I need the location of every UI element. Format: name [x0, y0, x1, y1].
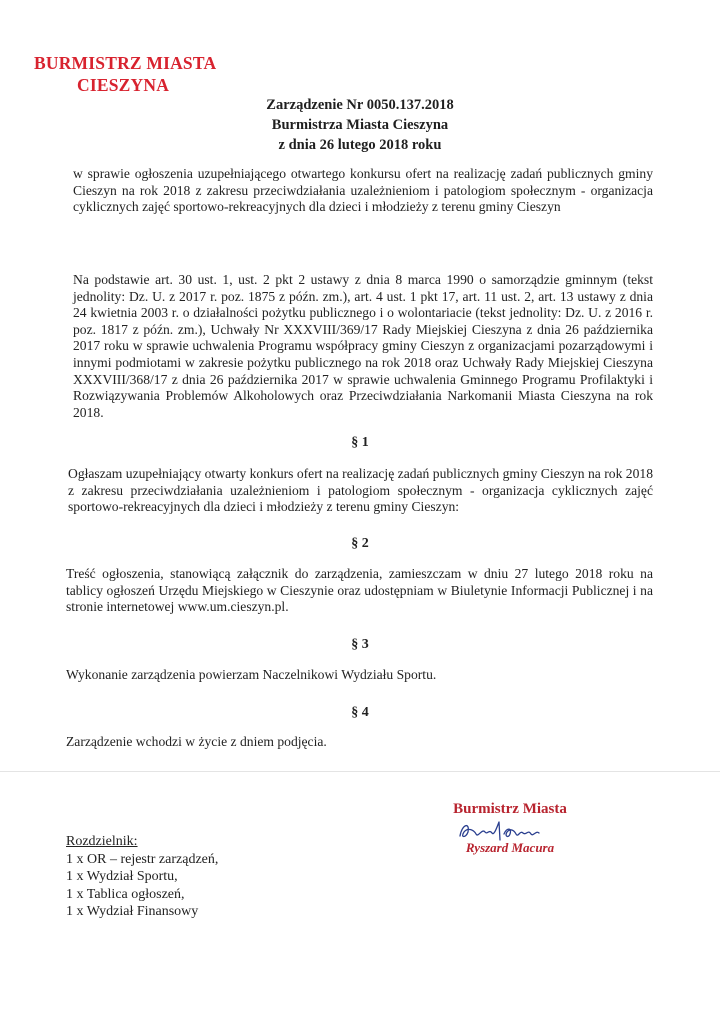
distribution-item: 1 x Tablica ogłoszeń,: [66, 886, 185, 902]
distribution-title: Rozdzielnik:: [66, 834, 138, 849]
section-text-1: Ogłaszam uzupełniający otwarty konkurs ofert na realizację zadań publicznych gminy Cieszyn na rok 2018 z zakresu przeciwdziałania uzależnieniom i patologiom społecznym - organizacja cyklicznych zajęć sportowo-rekreacyjnych dla dzieci i młodzieży z terenu gminy Cieszyn:: [68, 466, 653, 515]
signature-stamp-name: Ryszard Macura: [465, 840, 555, 855]
document-header: [150, 95, 570, 155]
page-divider: [0, 771, 720, 772]
section-mark-1: § 1: [351, 435, 369, 450]
handwritten-signature: [452, 818, 572, 844]
stamp-line-1: BURMISTRZ MIASTA: [34, 53, 217, 73]
subject-paragraph: w sprawie ogłoszenia uzupełniającego otwartego konkursu ofert na realizację zadań publicznych gminy Cieszyn na rok 2018 z zakresu przeciwdziałania uzależnieniom i patologiom społecznym - organizacja cyklicznych zajęć sportowo-rekreacyjnych dla dzieci i młodzieży z terenu gminy Cieszyn: [73, 166, 653, 215]
mayor-header-stamp: [34, 52, 224, 96]
document-issuer: Burmistrza Miasta Cieszyna: [271, 117, 449, 133]
distribution-item: 1 x Wydział Sportu,: [66, 869, 178, 884]
legal-basis-paragraph: Na podstawie art. 30 ust. 1, ust. 2 pkt 2 ustawy z dnia 8 marca 1990 o samorządzie gminnym (tekst jednolity: Dz. U. z 2017 r. poz. 1875 z późn. zm.), art. 4 ust. 1 pkt 17, art. 11 ust. 2, art. 13 ustawy z dnia 24 kwietnia 2003 r. o działalności pożytku publicznego i o wolontariacie (tekst jednolity: Dz. U. z 2016 r. poz. 1817 z późn. zm.), Uchwały Nr XXXVIII/369/17 Rady Miejskiej Cieszyna z dnia 26 października 2017 roku w sprawie uchwalenia Programu współpracy gminy Cieszyn z organizacjami pozarządowymi i innymi podmiotami w zakresie pożytku publicznego na rok 2018 oraz Uchwały Rady Miejskiej Cieszyna XXXVIII/368/17 z dnia 26 października 2017 w sprawie uchwalenia Gminnego Programu Profilaktyki i Rozwiązywania Problemów Alkoholowych oraz Przeciwdziałania Narkomanii Miasta Cieszyna na rok 2018.: [73, 272, 653, 420]
distribution-list: [66, 833, 366, 921]
section-mark-2: § 2: [351, 536, 369, 551]
document-title: Zarządzenie Nr 0050.137.2018: [266, 97, 454, 113]
signature-stamp-title: Burmistrz Miasta: [453, 801, 567, 817]
section-mark-4: § 4: [351, 705, 369, 720]
section-mark-3: § 3: [351, 637, 369, 652]
document-date: z dnia 26 lutego 2018 roku: [278, 137, 442, 153]
section-text-4: Zarządzenie wchodzi w życie z dniem podjęcia.: [66, 734, 327, 749]
distribution-item: 1 x Wydział Finansowy: [66, 904, 199, 919]
section-text-3: Wykonanie zarządzenia powierzam Naczelnikowi Wydziału Sportu.: [66, 667, 437, 682]
section-text-2: Treść ogłoszenia, stanowiącą załącznik do zarządzenia, zamieszczam w dniu 27 lutego 2018 roku na tablicy ogłoszeń Urzędu Miejskiego w Cieszynie oraz udostępniam w Biuletynie Informacji Publicznej i na stronie internetowej www.um.cieszyn.pl.: [66, 566, 653, 615]
distribution-item: 1 x OR – rejestr zarządzeń,: [66, 851, 219, 867]
stamp-line-2: CIESZYNA: [77, 75, 170, 95]
